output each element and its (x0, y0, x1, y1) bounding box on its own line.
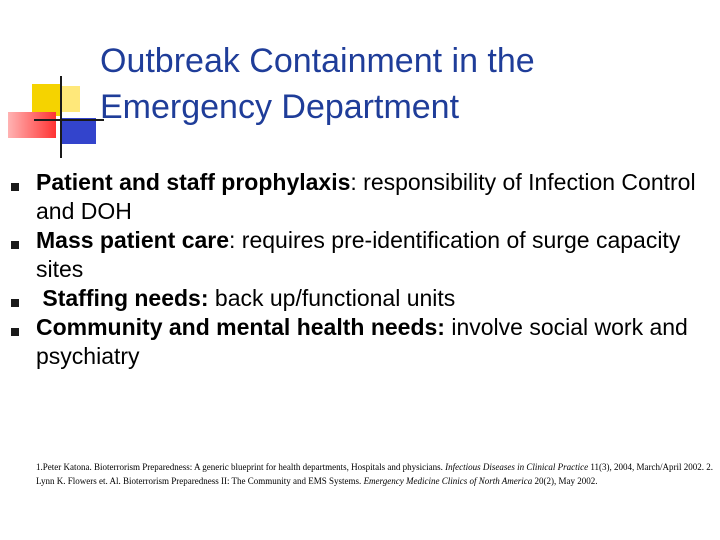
square-bullet-icon (11, 328, 19, 336)
bullet-body: back up/functional units (208, 285, 456, 311)
logo-vertical-line (60, 76, 62, 158)
list-item (0, 226, 696, 284)
list-item (0, 168, 696, 226)
logo-blue-square (62, 118, 96, 144)
bullet-body: involve social work and psychiatry (36, 314, 688, 369)
reference-2-tail: 20(2), May 2002. (532, 476, 598, 486)
bullet-list (0, 168, 720, 371)
slide-title-line-2: Emergency Department (100, 88, 460, 126)
logo-horizontal-line (34, 119, 104, 121)
logo-yellow-square-light (60, 86, 80, 112)
bullet-heading: Community and mental health needs: (36, 314, 445, 340)
bullet-body: : requires pre-identification of surge capacity sites (36, 227, 681, 282)
square-bullet-icon (11, 299, 19, 307)
square-bullet-icon (11, 241, 19, 249)
corner-logo-icon (0, 0, 110, 170)
square-bullet-icon (11, 183, 19, 191)
bullet-heading: Patient and staff prophylaxis (36, 169, 351, 195)
logo-red-square (8, 112, 56, 138)
reference-1-journal: Infectious Diseases in Clinical Practice (445, 462, 589, 472)
reference-1-text: 1.Peter Katona. Bioterrorism Preparedness: A generic blueprint for health departments, Hospitals and physicians. (36, 462, 446, 472)
reference-2-journal: Emergency Medicine Clinics of North America (363, 476, 533, 486)
slide-title-line-1: Outbreak Containment in the (100, 42, 535, 80)
bullet-heading: Staffing needs: (36, 285, 209, 311)
slide-title (100, 38, 700, 130)
bullet-body: : responsibility of Infection Control and DOH (36, 169, 696, 224)
bullet-heading: Mass patient care (36, 227, 230, 253)
reference-1-tail: 11(3), 2004, March/April 2002. 2. Lynn K. Flowers et. Al. Bioterrorism Preparedness II: The Community and EMS Systems. (36, 462, 714, 486)
list-item (0, 313, 696, 371)
references-footnote (36, 460, 716, 488)
list-item (0, 284, 696, 313)
